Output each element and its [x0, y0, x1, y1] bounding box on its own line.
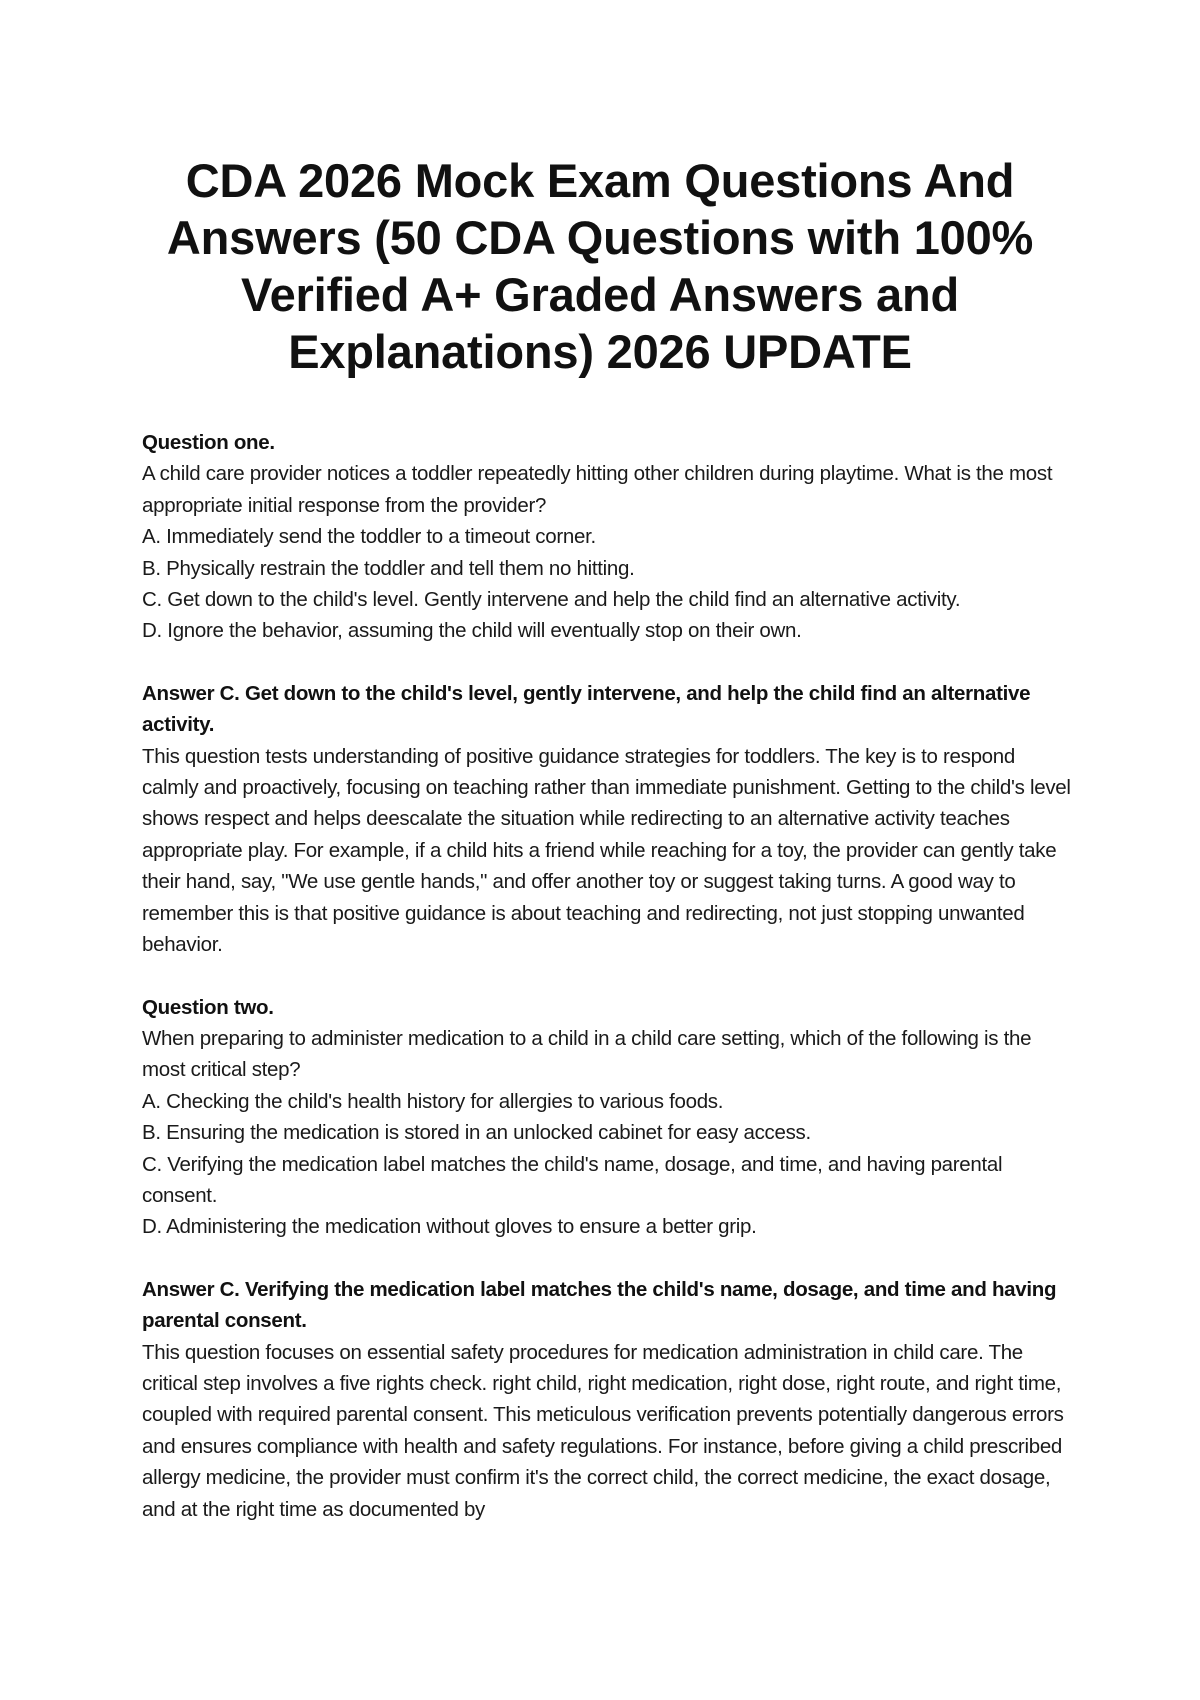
question-1-heading: Question one. [142, 431, 275, 454]
question-2-option-c: C. Verifying the medication label matches the child's name, dosage, and time, and having parental consent. [142, 1152, 1003, 1207]
page-title: CDA 2026 Mock Exam Questions And Answers (50 CDA Questions with 100% Verified A+ Graded Answers and Explanations) 2026 UPDATE [166, 154, 1034, 378]
question-1-stem: A child care provider notices a toddler repeatedly hitting other children during playtime. What is the most appropriate initial response from the provider? [142, 462, 1053, 517]
document-body [142, 427, 1072, 1556]
answer-2-heading: Answer C. Verifying the medication label matches the child's name, dosage, and time and having parental consent. [142, 1277, 1057, 1333]
answer-2-explanation: This question focuses on essential safety procedures for medication administration in child care. The critical step involves a five rights check. right child, right medication, right dose, right route, and right time, coupled with required parental consent. This meticulous verification prevents potentially dangerous errors and ensures compliance with health and safety regulations. For instance, before giving a child prescribed allergy medicine, the provider must confirm it's the correct child, the correct medicine, the exact dosage, and at the right time as documented by [142, 1340, 1064, 1521]
answer-2 [142, 1274, 1072, 1525]
answer-1 [142, 678, 1072, 961]
question-1 [142, 427, 1072, 647]
answer-1-explanation: This question tests understanding of positive guidance strategies for toddlers. The key is to respond calmly and proactively, focusing on teaching rather than immediate punishment. Getting to the child's level shows respect and helps deescalate the situation while redirecting to an alternative activity teaches appropriate play. For example, if a child hits a friend while reaching for a toy, the provider can gently take their hand, say, "We use gentle hands," and offer another toy or suggest taking turns. A good way to remember this is that positive guidance is about teaching and redirecting, not just stopping unwanted behavior. [142, 744, 1071, 957]
question-2 [142, 992, 1072, 1243]
question-1-option-a: A. Immediately send the toddler to a timeout corner. [142, 525, 596, 549]
question-2-heading: Question two. [142, 995, 274, 1019]
answer-1-heading: Answer C. Get down to the child's level, gently intervene, and help the child find an alternative activity. [142, 681, 1031, 737]
question-1-option-b: B. Physically restrain the toddler and tell them no hitting. [142, 556, 635, 580]
question-2-stem: When preparing to administer medication to a child in a child care setting, which of the following is the most critical step? [142, 1026, 1032, 1082]
question-2-option-b: B. Ensuring the medication is stored in an unlocked cabinet for easy access. [142, 1121, 811, 1145]
question-2-option-a: A. Checking the child's health history for allergies to various foods. [142, 1089, 724, 1113]
question-2-option-d: D. Administering the medication without gloves to ensure a better grip. [142, 1215, 757, 1239]
question-1-option-d: D. Ignore the behavior, assuming the child will eventually stop on their own. [142, 619, 802, 643]
question-1-option-c: C. Get down to the child's level. Gently intervene and help the child find an alternative activity. [142, 588, 961, 612]
